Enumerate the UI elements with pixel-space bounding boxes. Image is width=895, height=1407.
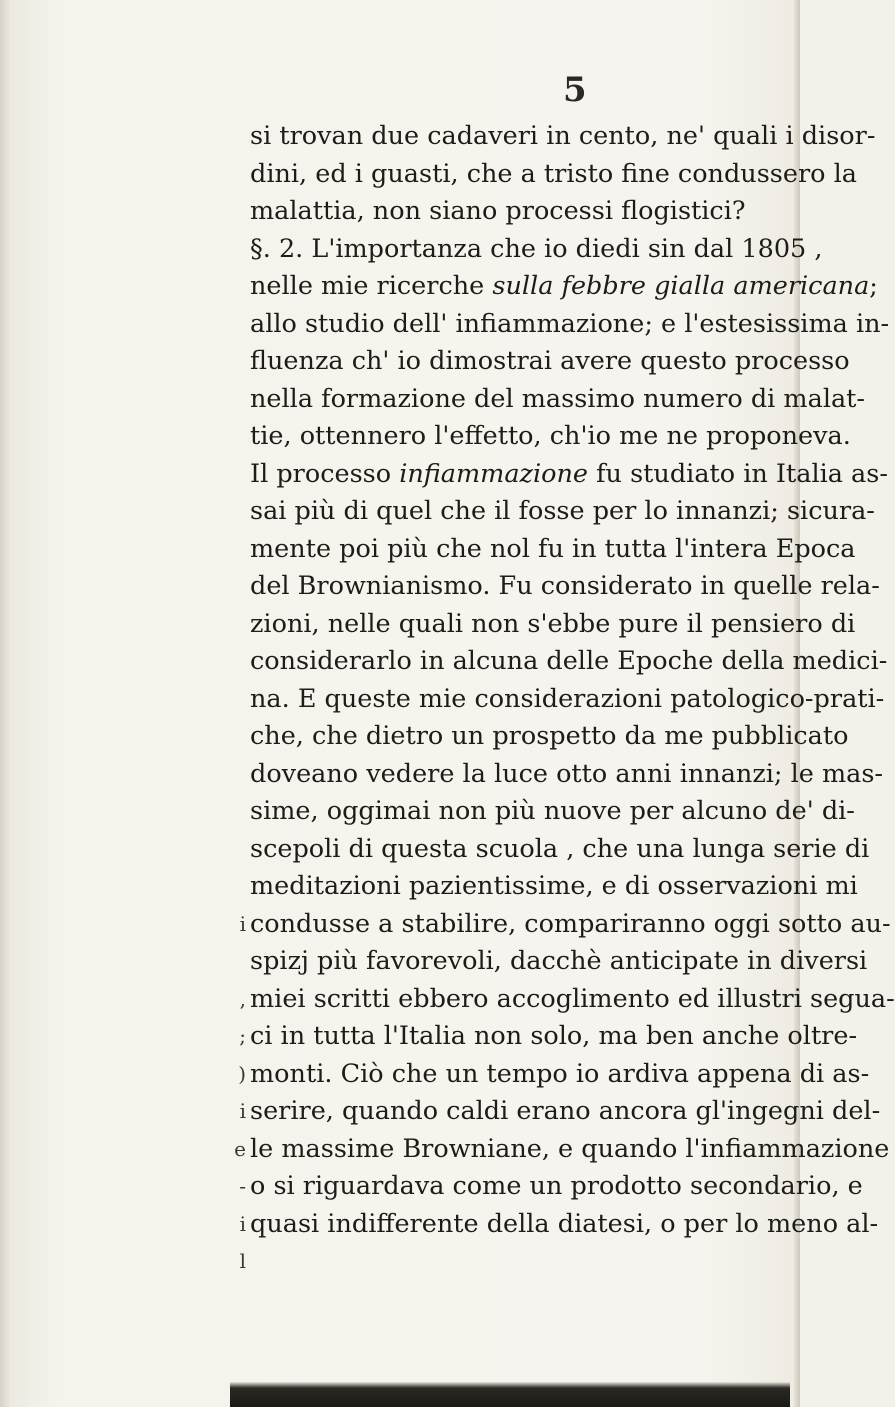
margin-fragment: l xyxy=(239,1249,246,1273)
text-run: allo studio dell' infiammazione; e l'estesissima in- xyxy=(250,308,890,339)
text-run: mente poi più che nol fu in tutta l'intera Epoca xyxy=(250,533,856,564)
body-text xyxy=(250,118,895,1243)
text-run: nelle mie ricerche xyxy=(250,271,493,301)
text-run: meditazioni pazientissime, e di osservazioni mi xyxy=(250,871,858,901)
margin-fragment xyxy=(228,118,246,156)
margin-fragment xyxy=(228,418,246,456)
text-run: ; xyxy=(869,271,878,301)
margin-fragment xyxy=(228,156,246,194)
margin-fragment xyxy=(228,268,246,306)
margin-fragment: i xyxy=(239,1211,246,1236)
text-run: le massime Browniane, e quando l'infiammazione xyxy=(250,1133,890,1164)
text-run: dini, ed i guasti, che a tristo fine condussero la xyxy=(250,158,857,189)
text-line xyxy=(250,1056,870,1094)
margin-fragment xyxy=(228,306,246,344)
text-line xyxy=(250,606,856,644)
margin-fragment xyxy=(228,718,246,756)
text-run: o si riguardava come un prodotto secondario, e xyxy=(250,1171,863,1201)
text-line xyxy=(250,1018,858,1056)
text-run: che, che dietro un prospetto da me pubblicato xyxy=(250,721,849,751)
text-run: tie, ottennero l'effetto, ch'io me ne proponeva. xyxy=(250,421,851,451)
text-run: serire, quando caldi erano ancora gl'ingegni del- xyxy=(250,1096,881,1126)
page-number: 5 xyxy=(563,70,587,110)
margin-fragment xyxy=(228,793,246,831)
text-run: scepoli di questa scuola , che una lunga serie di xyxy=(250,833,870,864)
margin-fragment xyxy=(228,831,246,869)
margin-fragment xyxy=(228,681,246,719)
text-run: monti. Ciò che un tempo io ardiva appena di as- xyxy=(250,1058,870,1089)
text-run: §. 2. L'importanza che io diedi sin dal 1805 , xyxy=(250,233,823,264)
text-run: miei scritti ebbero accoglimento ed illustri segua- xyxy=(250,983,895,1014)
text-line xyxy=(250,231,823,269)
margin-fragment: , xyxy=(239,986,246,1011)
text-run: Il processo xyxy=(250,458,400,489)
text-run: nella formazione del massimo numero di malat- xyxy=(250,383,866,414)
text-run: quasi indifferente della diatesi, o per lo meno al- xyxy=(250,1208,879,1239)
text-line xyxy=(250,418,851,456)
page-bottom-edge xyxy=(230,1382,790,1407)
text-line xyxy=(250,193,775,231)
margin-fragment xyxy=(228,868,246,906)
margin-fragment xyxy=(228,643,246,681)
text-line xyxy=(250,568,880,606)
page-binding-shadow xyxy=(0,0,10,1407)
text-line xyxy=(250,493,875,531)
text-line xyxy=(250,343,850,381)
text-line xyxy=(250,718,849,756)
margin-fragment xyxy=(228,568,246,606)
text-line xyxy=(250,156,857,194)
text-run: sime, oggimai non più nuove per alcuno de' di- xyxy=(250,796,855,826)
text-run: condusse a stabilire, compariranno oggi sotto au- xyxy=(250,908,891,939)
text-line xyxy=(250,756,884,794)
margin-fragment: ) xyxy=(238,1061,246,1086)
text-run: ci in tutta l'Italia non solo, ma ben anche oltre- xyxy=(250,1021,858,1051)
margin-fragment xyxy=(228,193,246,231)
text-line xyxy=(250,643,888,681)
text-line xyxy=(250,381,866,419)
margin-fragment: i xyxy=(239,1099,246,1123)
margin-fragment: - xyxy=(239,1174,246,1198)
text-run: na. E queste mie considerazioni patologico-prati- xyxy=(250,683,885,714)
margin-fragment xyxy=(228,606,246,644)
margin-fragment xyxy=(228,756,246,794)
text-line xyxy=(250,1168,863,1206)
text-line xyxy=(250,1206,879,1244)
margin-fragment: ; xyxy=(239,1024,246,1048)
text-line xyxy=(250,793,855,831)
text-run: malattia, non siano processi flogistici? xyxy=(250,196,746,226)
text-run: zioni, nelle quali non s'ebbe pure il pensiero di xyxy=(250,608,856,639)
text-line xyxy=(250,531,856,569)
text-run: considerarlo in alcuna delle Epoche della medici- xyxy=(250,646,888,676)
text-line xyxy=(250,306,890,344)
margin-fragment xyxy=(228,943,246,981)
text-line xyxy=(250,981,895,1019)
margin-fragment xyxy=(228,343,246,381)
margin-fragment: i xyxy=(239,911,246,936)
italic-text-run: sulla febbre gialla americana xyxy=(492,271,870,301)
text-line xyxy=(250,681,885,719)
margin-fragment xyxy=(228,231,246,269)
text-line xyxy=(250,1093,881,1131)
text-line xyxy=(250,831,870,869)
facing-page-fragments xyxy=(228,118,246,1281)
text-line xyxy=(250,868,858,906)
text-run: doveano vedere la luce otto anni innanzi; le mas- xyxy=(250,758,884,789)
text-line xyxy=(250,268,878,306)
text-line xyxy=(250,118,876,156)
text-run: sai più di quel che il fosse per lo innanzi; sicura- xyxy=(250,496,875,526)
text-line xyxy=(250,1131,890,1169)
margin-fragment xyxy=(228,381,246,419)
margin-fragment xyxy=(228,493,246,531)
text-line xyxy=(250,456,888,494)
text-run: fluenza ch' io dimostrai avere questo processo xyxy=(250,346,850,376)
margin-fragment: e xyxy=(234,1136,246,1161)
text-line xyxy=(250,943,868,981)
text-run: spizj più favorevoli, dacchè anticipate in diversi xyxy=(250,946,868,976)
margin-fragment xyxy=(228,531,246,569)
text-run: del Brownianismo. Fu considerato in quelle rela- xyxy=(250,571,880,601)
text-run: fu studiato in Italia as- xyxy=(588,458,888,489)
text-run: si trovan due cadaveri in cento, ne' quali i disor- xyxy=(250,121,876,151)
text-line xyxy=(250,906,891,944)
margin-fragment xyxy=(228,456,246,494)
italic-text-run: infiammazione xyxy=(399,458,589,489)
